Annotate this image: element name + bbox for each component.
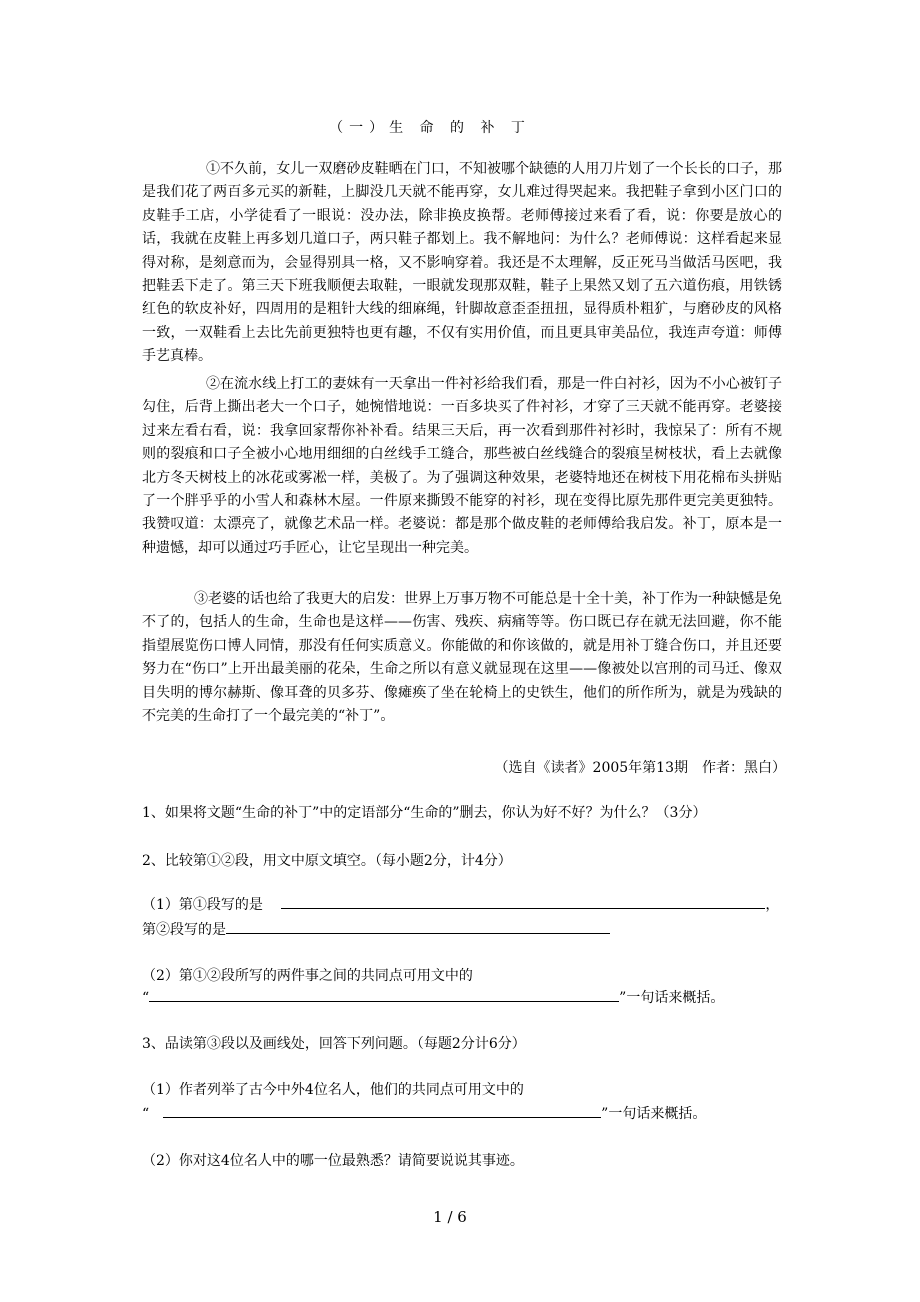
- question-2-2-close: ”一句话来概括。: [619, 990, 725, 1006]
- question-2-1-line-b: [142, 919, 610, 939]
- answer-blank-2-1b[interactable]: [226, 919, 610, 934]
- question-3-1-open-quote: “: [142, 1106, 150, 1122]
- answer-blank-2-2[interactable]: [149, 987, 619, 1002]
- question-2-1-line-a: [142, 894, 779, 914]
- question-2-1-label-a: （1）第①段写的是: [142, 897, 263, 913]
- page-number: 1 / 6: [433, 1208, 467, 1226]
- question-1: 1、如果将文题“生命的补丁”中的定语部分“生命的”删去，你认为好不好？为什么？（3分）: [142, 805, 707, 821]
- source-citation: （选自《读者》2005年第13期 作者：黑白）: [494, 760, 786, 776]
- answer-blank-2-1a[interactable]: [281, 894, 765, 909]
- question-3-2: （2）你对这4位名人中的哪一位最熟悉？请简要说说其事迹。: [142, 1153, 524, 1169]
- question-3-1-line-b: [142, 1103, 706, 1123]
- question-2-1-label-b: 第②段写的是: [142, 922, 226, 938]
- question-3-1-close: ”一句话来概括。: [601, 1106, 707, 1122]
- question-3-1-line-a: （1）作者列举了古今中外4位名人，他们的共同点可用文中的: [142, 1082, 524, 1098]
- paragraph-3: ③老婆的话也给了我更大的启发：世界上万事万物不可能总是十全十美，补丁作为一种缺憾是免不了的，包括人的生命，生命也是这样——伤害、残疾、病痛等等。伤口既已存在就无法回避，你不能指望展览伤口博人同情，那没有任何实质意义。你能做的和你该做的，就是用补丁缝合伤口，并且还要努力在“伤口”上开出最美丽的花朵，生命之所以有意义就显现在这里——像被处以宫刑的司马迁、像双目失明的博尔赫斯、像耳聋的贝多芬、像瘫痪了坐在轮椅上的史铁生，他们的所作所为，就是为残缺的不完美的生命打了一个最完美的“补丁”。: [142, 591, 782, 725]
- answer-blank-3-1[interactable]: [163, 1103, 601, 1118]
- paragraph-2: ②在流水线上打工的妻妹有一天拿出一件衬衫给我们看，那是一件白衬衫，因为不小心被钉子勾住，后背上撕出老大一个口子，她惋惜地说：一百多块买了件衬衫，才穿了三天就不能再穿。老婆接过来左看右看，说：我拿回家帮你补补看。结果三天后，再一次看到那件衬衫时，我惊呆了：所有不规则的裂痕和口子全被小心地用细细的白丝线手工缝合，那些被白丝线缝合的裂痕呈树枝状，看上去就像北方冬天树枝上的冰花或雾凇一样，美极了。为了强调这种效果，老婆特地还在树枝下用花棉布头拼贴了一个胖乎乎的小雪人和森林木屋。一件原来撕毁不能穿的衬衫，现在变得比原先那件更完美更独特。我赞叹道：太漂亮了，就像艺术品一样。老婆说：都是那个做皮鞋的老师傅给我启发。补丁，原本是一种遗憾，却可以通过巧手匠心，让它呈现出一种完美。: [142, 376, 782, 556]
- question-2-2-line-b: [142, 987, 724, 1007]
- question-2-2-line-a: （2）第①②段所写的两件事之间的共同点可用文中的: [142, 968, 473, 984]
- question-2: 2、比较第①②段，用文中原文填空。（每小题2分，计4分）: [142, 853, 512, 869]
- question-2-2-open-quote: “: [142, 990, 150, 1006]
- article-title: （一）生 命 的 补 丁: [329, 120, 531, 136]
- question-3: 3、品读第③段以及画线处，回答下列问题。（每题2分计6分）: [142, 1036, 526, 1052]
- paragraph-1: ①不久前，女儿一双磨砂皮鞋晒在门口，不知被哪个缺德的人用刀片划了一个长长的口子，那是我们花了两百多元买的新鞋，上脚没几天就不能再穿，女儿难过得哭起来。我把鞋子拿到小区门口的皮鞋手工店，小学徒看了一眼说：没办法，除非换皮换帮。老师傅接过来看了看，说：你要是放心的话，我就在皮鞋上再多划几道口子，两只鞋子都划上。我不解地问：为什么？老师傅说：这样看起来显得对称，是刻意而为，会显得别具一格，又不影响穿着。我还是不太理解，反正死马当做活马医吧，我把鞋丢下走了。第三天下班我顺便去取鞋，一眼就发现那双鞋，鞋子上果然又划了五六道伤痕，用铁锈红色的软皮补好，四周用的是粗针大线的细麻绳，针脚故意歪歪扭扭，显得质朴粗犷，与磨砂皮的风格一致，一双鞋看上去比先前更独特也更有趣，不仅有实用价值，而且更具审美品位，我连声夸道：师傅手艺真棒。: [142, 161, 782, 365]
- question-2-1-comma: ，: [765, 897, 780, 913]
